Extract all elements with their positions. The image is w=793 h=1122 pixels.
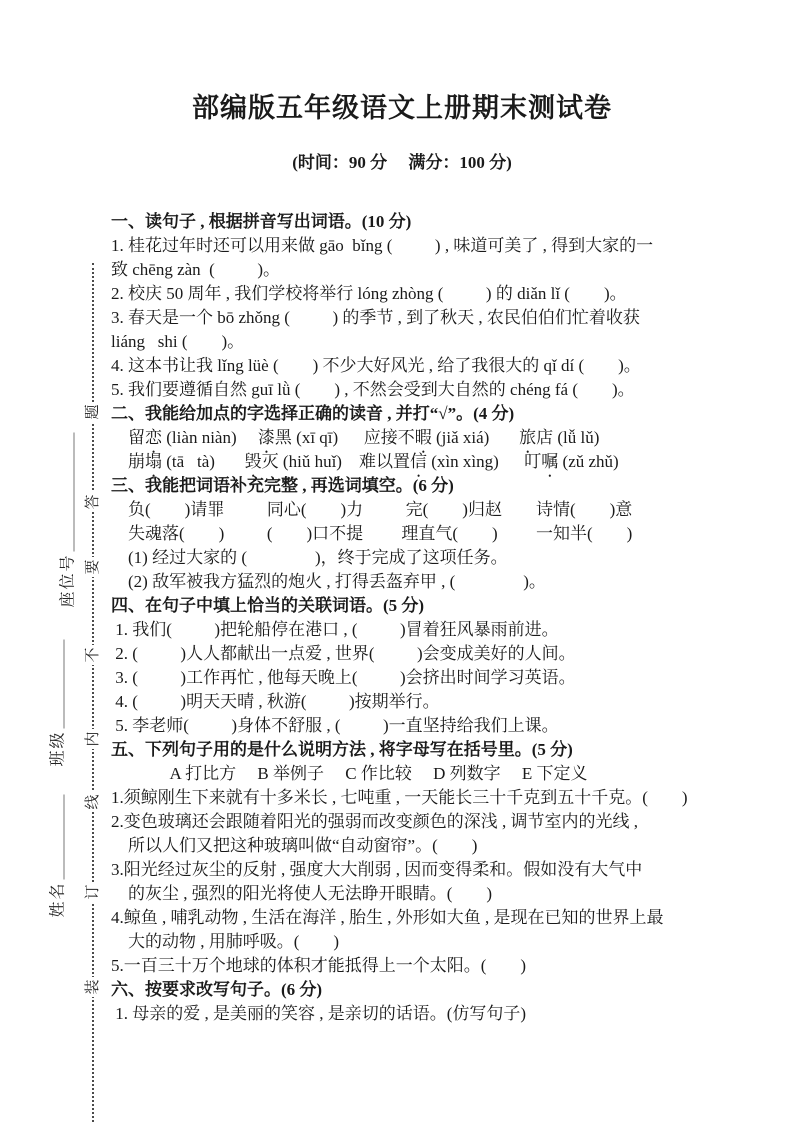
- binding-line: [85, 263, 101, 1122]
- exam-line: 3.阳光经过灰尘的反射 , 强度大大削弱 , 因而变得柔和。假如没有大气中: [111, 860, 643, 879]
- exam-line: 2. ( )人人都献出一点爱 , 世界( )会变成美好的人间。: [111, 644, 576, 663]
- binding-char: 要: [83, 557, 103, 577]
- seat-number-label-text: 座位号: [59, 553, 77, 608]
- page-title: 部编版五年级语文上册期末测试卷: [192, 93, 612, 123]
- name-label-text: 姓名: [49, 881, 67, 918]
- exam-line: A 打比方 B 举例子 C 作比较 D 列数字 E 下定义: [111, 764, 588, 783]
- emphasized-char: 漆: [257, 428, 275, 447]
- seat-number-label: [57, 433, 79, 608]
- exam-line: 1.须鲸刚生下来就有十多米长 , 七吨重 , 一天能长三十千克到五十千克。( ): [111, 788, 688, 807]
- exam-line: 致 chēng zàn ( )。: [111, 260, 281, 279]
- exam-line: 2.变色玻璃还会跟随着阳光的强弱而改变颜色的深浅 , 调节室内的光线 ,: [111, 812, 638, 831]
- emphasized-char: 恋: [145, 428, 162, 447]
- exam-line: 3. 春天是一个 bō zhǒng ( ) 的季节 , 到了秋天 , 农民伯伯们忙着收获: [111, 308, 640, 327]
- exam-line: 的灰尘 , 强烈的阳光将使人无法睁开眼睛。( ): [111, 884, 493, 903]
- name-label: [47, 795, 69, 918]
- name-label-blank: [64, 795, 65, 880]
- exam-line: 1. 我们( )把轮船停在港口 , ( )冒着狂风暴雨前进。: [111, 620, 559, 639]
- exam-line: 留恋 (liàn niàn) 漆黑 (xī qī) 应接不暇 (jiǎ xiá) 旅店 (lǚ lǔ): [128, 428, 600, 447]
- exam-line: 所以人们又把这种玻璃叫做“自动窗帘”。( ): [111, 836, 478, 855]
- emphasized-char: 暇: [414, 428, 432, 447]
- class-label-text: 班级: [49, 730, 67, 767]
- binding-char: 答: [83, 492, 103, 512]
- exam-line: 2. 校庆 50 周年 , 我们学校将举行 lóng zhòng ( ) 的 diǎn lǐ ( )。: [111, 284, 627, 303]
- binding-char: 装: [83, 977, 103, 997]
- emphasized-char: 塌: [145, 452, 162, 471]
- exam-line: liáng shi ( )。: [111, 332, 245, 351]
- binding-char: 题: [83, 402, 103, 422]
- section-heading: 五、下列句子用的是什么说明方法 , 将字母写在括号里。(5 分): [111, 740, 573, 759]
- binding-char: 内: [83, 729, 103, 749]
- section-heading: 三、我能把词语补充完整 , 再选词填空。(6 分): [111, 476, 454, 495]
- class-label: [47, 640, 69, 767]
- emphasized-char: 信: [409, 452, 427, 471]
- exam-body: [111, 210, 711, 1026]
- exam-line: 5.一百三十万个地球的体积才能抵得上一个太阳。( ): [111, 956, 527, 975]
- section-heading: 二、我能给加点的字选择正确的读音 , 并打“√”。(4 分): [111, 404, 515, 423]
- emphasized-char: 毁: [244, 452, 262, 471]
- binding-char: 不: [83, 645, 103, 665]
- exam-line: 1. 母亲的爱 , 是美丽的笑容 , 是亲切的话语。(仿写句子): [111, 1004, 527, 1023]
- exam-line: 1. 桂花过年时还可以用来做 gāo bǐng ( ) , 味道可美了 , 得到大家的一: [111, 236, 654, 255]
- page-subtitle: (时间：90 分 满分：100 分): [292, 153, 512, 172]
- exam-line: (1) 经过大家的 ( )，终于完成了这项任务。: [111, 548, 508, 567]
- exam-line: 4.鲸鱼 , 哺乳动物 , 生活在海洋 , 胎生 , 外形如大鱼 , 是现在已知的世界上最: [111, 908, 664, 927]
- exam-line: 崩塌 (tā tà) 毁灭 (hiǔ huǐ) 难以置信 (xìn xìng) 叮嘱 (zǔ zhǔ): [128, 452, 619, 471]
- exam-line: (2) 敌军被我方猛烈的炮火 , 打得丢盔弃甲 , ( )。: [111, 572, 546, 591]
- exam-line: 负( )请罪 同心( )力 完( )归赵 诗情( )意: [111, 500, 633, 519]
- emphasized-char: 旅: [519, 428, 537, 447]
- binding-char: 线: [83, 792, 103, 812]
- exam-line: 大的动物 , 用肺呼吸。( ): [111, 932, 340, 951]
- exam-line: 5. 我们要遵循自然 guī lǜ ( ) , 不然会受到大自然的 chéng fá ( )。: [111, 380, 635, 399]
- exam-line: 5. 李老师( )身体不舒服 , ( )一直坚持给我们上课。: [111, 716, 559, 735]
- exam-line: 3. ( )工作再忙 , 他每天晚上( )会挤出时间学习英语。: [111, 668, 576, 687]
- emphasized-char: 嘱: [541, 452, 559, 471]
- binding-char: 订: [83, 882, 103, 902]
- exam-line: 4. 这本书让我 lǐng lüè ( ) 不少大好风光 , 给了我很大的 qǐ dí ( )。: [111, 356, 641, 375]
- exam-line: 4. ( )明天天晴 , 秋游( )按期举行。: [111, 692, 440, 711]
- class-label-blank: [64, 640, 65, 729]
- exam-line: 失魂落( ) ( )口不提 理直气( ) 一知半( ): [111, 524, 633, 543]
- seat-number-label-blank: [74, 433, 75, 552]
- section-heading: 六、按要求改写句子。(6 分): [111, 980, 323, 999]
- section-heading: 一、读句子 , 根据拼音写出词语。(10 分): [111, 212, 412, 231]
- section-heading: 四、在句子中填上恰当的关联词语。(5 分): [111, 596, 425, 615]
